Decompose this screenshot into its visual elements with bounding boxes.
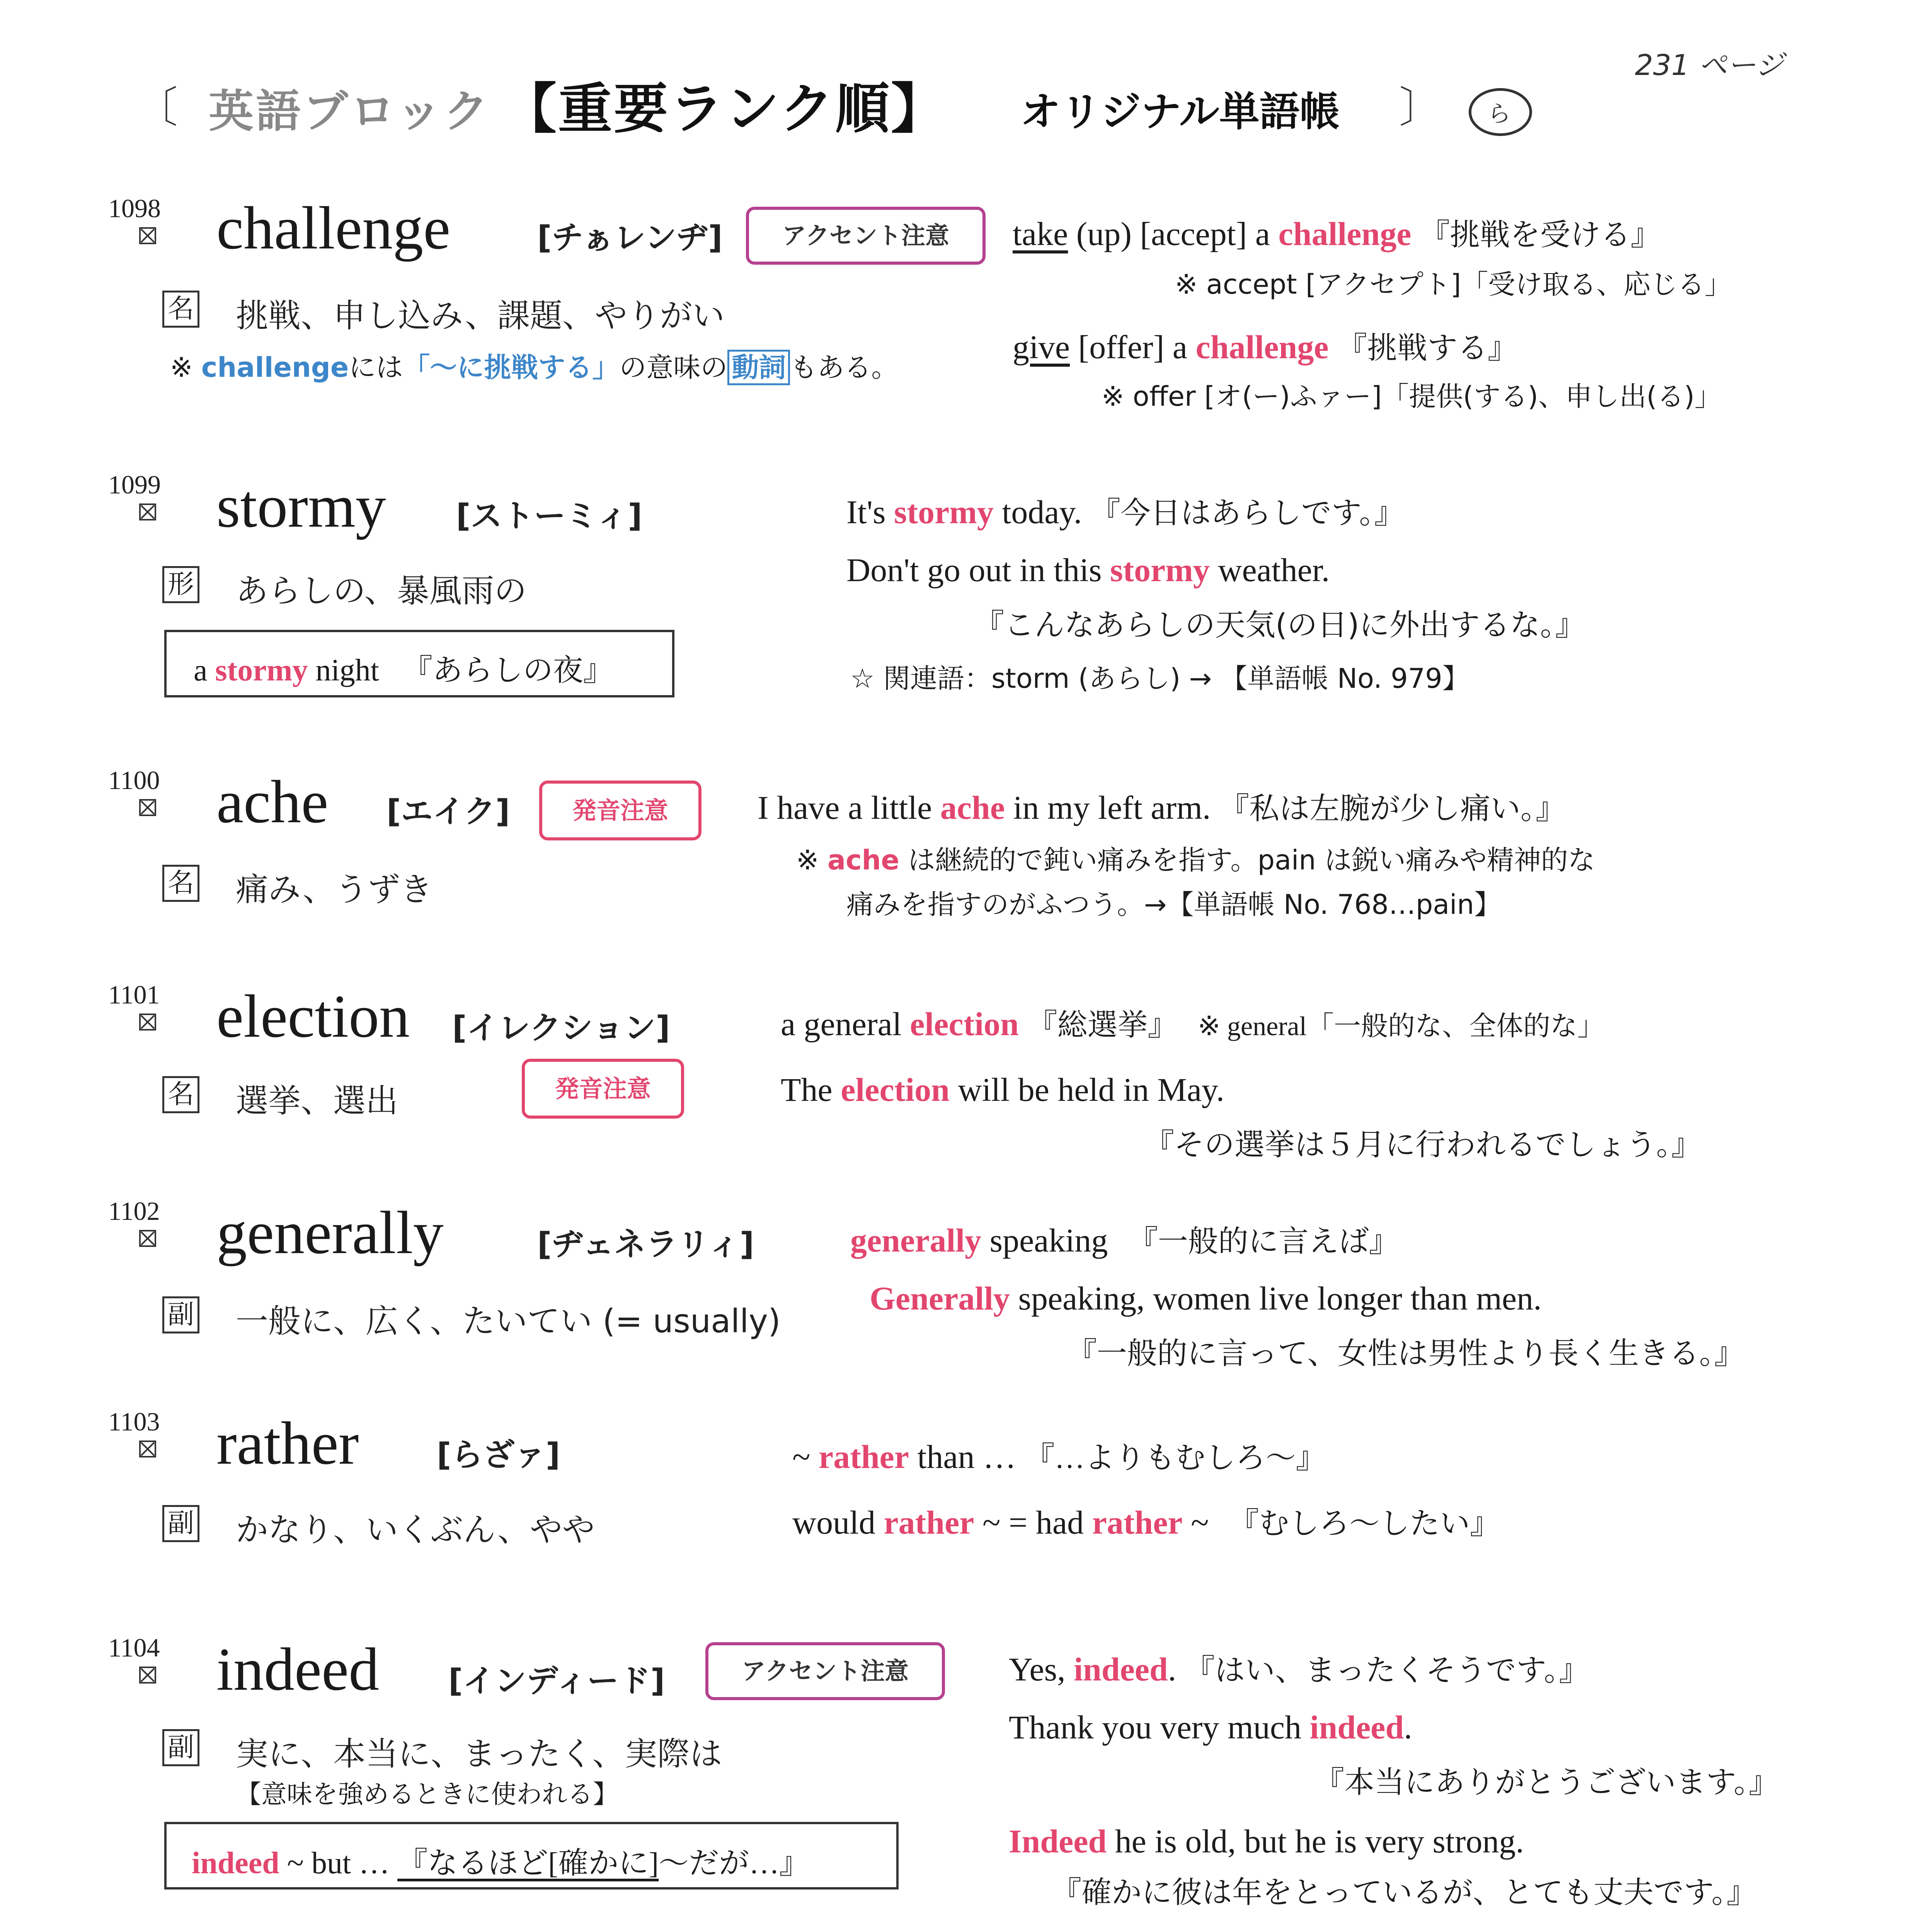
- pronunciation: [エイク]: [386, 793, 510, 830]
- checkbox[interactable]: [139, 227, 156, 244]
- header-book-title: オリジナル単語帳: [1020, 88, 1340, 135]
- accent-badge: アクセント注意: [705, 1642, 945, 1700]
- pos-tag: 副: [162, 1296, 199, 1333]
- phrase-box: a stormy night 『あらしの夜』: [164, 630, 674, 697]
- example-sentence: Thank you very much indeed.: [1009, 1709, 1412, 1746]
- page-number: 231 ページ: [1635, 49, 1784, 82]
- headword: stormy: [216, 473, 386, 540]
- example-note: ※ accept [アクセプト]「受け取る、応じる」: [1175, 269, 1732, 300]
- example-phrase: give [offer] a challenge 『挑戦する』: [1013, 328, 1518, 366]
- related-word: ☆ 関連語：storm (あらし) → 【単語帳 No. 979】: [850, 663, 1469, 694]
- checkbox[interactable]: [139, 1667, 156, 1684]
- pronunciation: [イレクション]: [452, 1010, 670, 1046]
- usage-note: ※ ache は継続的で鈍い痛みを指す。pain は鋭い痛みや精神的な: [796, 844, 1595, 876]
- meaning: かなり、いくぶん、やや: [236, 1511, 595, 1549]
- headword: generally: [216, 1199, 444, 1267]
- pronunciation: [インディード]: [448, 1663, 665, 1699]
- headword: ache: [216, 768, 329, 836]
- pronunciation: [ヂェネラリィ]: [537, 1226, 754, 1263]
- example-sentence: The election will be held in May.: [781, 1071, 1224, 1108]
- pos-tag: 形: [162, 566, 199, 603]
- entry-number: 1100: [108, 765, 160, 795]
- translation: 『その選挙は５月に行われるでしょう。』: [1144, 1128, 1702, 1162]
- translation: 『本当にありがとうございます。』: [1314, 1765, 1779, 1800]
- header-rank-title: 【重要ランク順】: [502, 78, 947, 141]
- headword: rather: [216, 1410, 359, 1477]
- pos-tag: 名: [162, 1076, 199, 1113]
- entry-number: 1101: [108, 980, 160, 1009]
- checkbox[interactable]: [139, 1230, 156, 1247]
- header-logo: 英語ブロック: [209, 85, 491, 138]
- meaning: 挑戦、申し込み、課題、やりがい: [236, 297, 725, 335]
- phrase-box: indeed ~ but … 『なるほど[確かに]〜だが…』: [164, 1822, 899, 1889]
- example-sentence: It's stormy today. 『今日はあらしです。』: [846, 493, 1405, 531]
- accent-badge: アクセント注意: [746, 207, 986, 265]
- example-sentence: I have a little ache in my left arm. 『私は左腕が少し痛い。』: [758, 789, 1566, 826]
- face-icon: ら: [1469, 88, 1532, 136]
- pos-tag: 名: [162, 865, 199, 902]
- meaning: 選挙、選出: [236, 1082, 398, 1120]
- headword: challenge: [216, 194, 451, 262]
- entry-number: 1104: [108, 1633, 160, 1662]
- checkbox[interactable]: [139, 799, 156, 816]
- pronunciation: [チぁレンヂ]: [537, 219, 723, 256]
- pos-tag: 副: [162, 1729, 199, 1766]
- example-phrase: a general election 『総選挙』 ※ general「一般的な、全体的な」: [781, 1005, 1605, 1043]
- pronunciation-badge: 発音注意: [522, 1059, 684, 1119]
- example-sentence: Indeed he is old, but he is very strong.: [1009, 1823, 1524, 1860]
- translation: 『一般的に言って、女性は男性より長く生きる。』: [1067, 1336, 1745, 1371]
- pos-tag: 副: [162, 1505, 199, 1542]
- meaning: 一般に、広く、たいてい (= usually): [236, 1302, 781, 1340]
- example-phrase: generally speaking 『一般的に言えば』: [850, 1222, 1399, 1259]
- headword: election: [216, 983, 410, 1050]
- usage-note: 痛みを指すのがふつう。→【単語帳 No. 768…pain】: [846, 889, 1502, 920]
- pronunciation: [ストーミィ]: [456, 498, 642, 534]
- example-note: ※ offer [オ(ー)ふァー]「提供(する)、申し出(る)」: [1102, 381, 1722, 412]
- meaning: 実に、本当に、まったく、実際は: [236, 1735, 722, 1773]
- header-bracket-close: 〕: [1399, 83, 1442, 132]
- entry-number: 1103: [108, 1407, 160, 1436]
- meaning: 痛み、うずき: [236, 871, 433, 908]
- pronunciation-badge: 発音注意: [539, 781, 701, 840]
- header-bracket-open: 〔: [135, 83, 178, 132]
- checkbox[interactable]: [139, 1014, 156, 1031]
- pos-tag: 名: [162, 291, 199, 328]
- entry-number: 1098: [108, 194, 161, 223]
- checkbox[interactable]: [139, 503, 156, 520]
- example-sentence: Don't go out in this stormy weather.: [846, 551, 1330, 588]
- example-phrase: ~ rather than … 『…よりもむしろ〜』: [792, 1438, 1326, 1475]
- translation: 『確かに彼は年をとっているが、とても丈夫です。』: [1051, 1875, 1757, 1910]
- translation: 『こんなあらしの天気(の日)に外出するな。』: [974, 608, 1585, 643]
- meaning: あらしの、暴風雨の: [236, 572, 527, 610]
- example-sentence: Generally speaking, women live longer than men.: [870, 1280, 1542, 1317]
- example-phrase: would rather ~ = had rather ~ 『むしろ〜したい』: [792, 1504, 1500, 1541]
- entry-number: 1102: [108, 1196, 160, 1226]
- example-sentence: Yes, indeed. 『はい、まったくそうです。』: [1009, 1651, 1589, 1688]
- entry-number: 1099: [108, 470, 161, 499]
- headword: indeed: [216, 1636, 380, 1703]
- checkbox[interactable]: [139, 1440, 156, 1458]
- example-phrase: take (up) [accept] a challenge 『挑戦を受ける』: [1013, 215, 1661, 252]
- usage-note: ※ challengeには「〜に挑戦する」の意味の 動詞 もある。: [170, 346, 898, 385]
- pronunciation: [らざァ]: [437, 1437, 560, 1473]
- meaning-note: 【意味を強めるときに使われる】: [236, 1779, 618, 1809]
